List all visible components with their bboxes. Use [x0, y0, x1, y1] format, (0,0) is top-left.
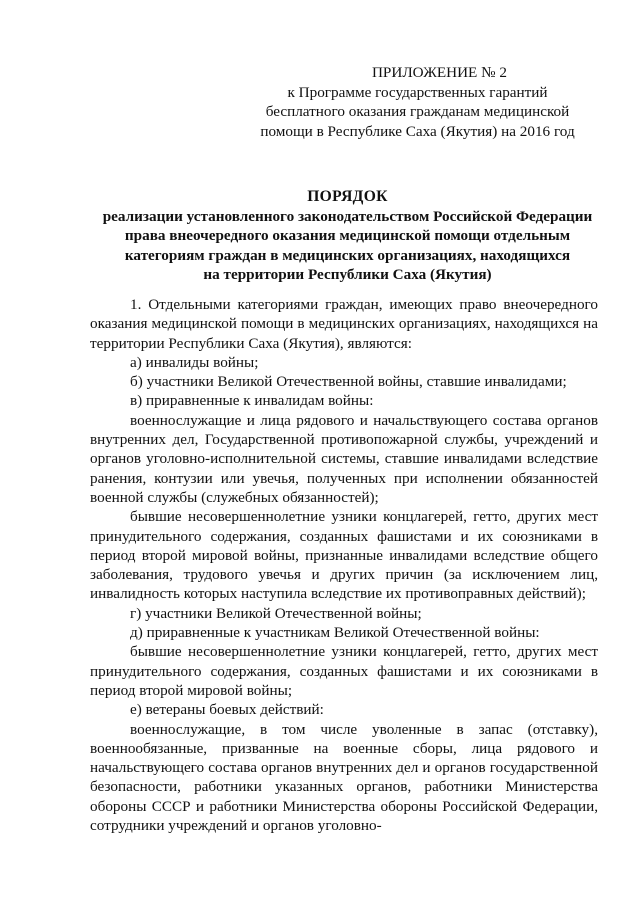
- annex-title: ПРИЛОЖЕНИЕ № 2: [371, 64, 508, 81]
- list-item-g: г) участники Великой Отечественной войны;: [130, 604, 422, 622]
- document-body: [90, 295, 598, 835]
- paragraph: бывшие несовершеннолетние узники концлагерей, гетто, других мест принудительного содержания, созданных фашистами и их союзниками в период второй мировой войны;: [90, 643, 598, 699]
- document-heading: [80, 187, 615, 285]
- heading-line: на территории Республики Саха (Якутия): [203, 266, 492, 284]
- list-item-d: д) приравненные к участникам Великой Отечественной войны:: [130, 624, 540, 642]
- paragraph: военнослужащие и лица рядового и начальствующего состава органов внутренних дел, Государственной противопожарной службы, учреждений и органов уголовно-исполнительной системы, ставшие инвалидами вследствие ранения, контузии или увечья, полученных при исполнении обязанностей военной службы (служебных обязанностей);: [90, 411, 598, 506]
- paragraph: бывшие несовершеннолетние узники концлагерей, гетто, других мест принудительного содержания, созданных фашистами и их союзниками в период второй мировой войны, признанные инвалидами вследствие общего заболевания, трудового увечья и других причин (за исключением лиц, инвалидность которых наступила вследствие их противоправных действий);: [90, 508, 598, 603]
- annex-line: помощи в Республике Саха (Якутия) на 2016 год: [260, 122, 575, 140]
- list-item-a: а) инвалиды войны;: [130, 353, 259, 371]
- heading-title: ПОРЯДОК: [307, 188, 388, 205]
- paragraph-intro: 1. Отдельными категориями граждан, имеющих право внеочередного оказания медицинской помощи в медицинских организациях, находящихся на территории Республики Саха (Якутия), являются:: [90, 296, 598, 352]
- annex-line: бесплатного оказания гражданам медицинской: [265, 103, 570, 121]
- annex-block: [240, 63, 595, 141]
- list-item-b: б) участники Великой Отечественной войны, ставшие инвалидами;: [130, 373, 567, 391]
- list-item-e: е) ветераны боевых действий:: [130, 701, 324, 719]
- heading-line: реализации установленного законодательством Российской Федерации: [102, 207, 593, 225]
- heading-line: права внеочередного оказания медицинской помощи отдельным: [124, 227, 571, 245]
- heading-line: категориям граждан в медицинских организациях, находящихся: [124, 246, 571, 264]
- annex-line: к Программе государственных гарантий: [287, 83, 548, 101]
- paragraph: военнослужащие, в том числе уволенные в запас (отставку), военнообязанные, призванные на военные сборы, лица рядового и начальствующего состава органов внутренних дел и органов государственной безопасности, работники указанных органов, работники Министерства обороны СССР и работники Министерства обороны Российской Федерации, сотрудники учреждений и органов уголовно-: [90, 720, 598, 835]
- list-item-v: в) приравненные к инвалидам войны:: [130, 392, 374, 410]
